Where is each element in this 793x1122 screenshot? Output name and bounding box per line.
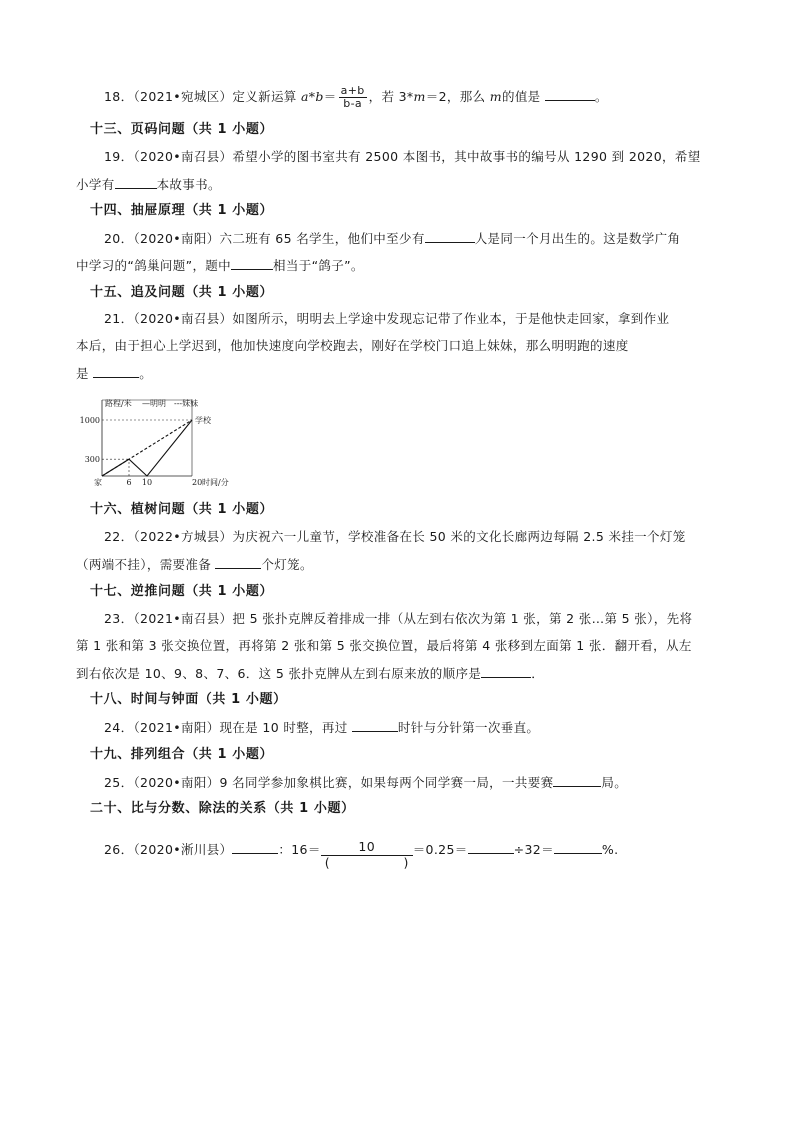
- y-tick-label: 1000: [79, 416, 100, 425]
- origin-label-home: 家: [94, 478, 102, 487]
- q24-text-b: 时针与分针第一次垂直。: [397, 720, 540, 735]
- question-21-line-1: 21．（2020•南召县）如图所示，明明去上学途中发现忘记带了作业本，于是他快走回家，拿到作业: [104, 311, 670, 326]
- q22-text-a: （两端不挂），需要准备: [76, 557, 212, 572]
- q26-text-p3: ÷32＝: [513, 842, 554, 857]
- q18-text-mid: ，若 3*: [368, 89, 414, 104]
- q26-text-lead: 26．（2020•淅川县）: [104, 842, 233, 857]
- q20-text-b: 人是同一个月出生的。这是数学广角: [474, 231, 681, 246]
- answer-blank[interactable]: [425, 229, 475, 243]
- answer-blank[interactable]: [215, 555, 261, 569]
- answer-blank[interactable]: [545, 87, 595, 101]
- y-axis-label: 路程/米: [105, 399, 132, 408]
- question-22-line-2: [76, 555, 313, 574]
- x-axis-label: 时间/分: [202, 478, 229, 487]
- q18-numerator: a+b: [340, 84, 365, 97]
- question-18: [104, 85, 608, 110]
- q18-text-mid2: ＝2，那么: [425, 89, 486, 104]
- x-tick-label: 20: [192, 478, 203, 487]
- q18-text: 18．（2021•宛城区）定义新运算: [104, 89, 297, 104]
- q18-end: 。: [594, 89, 608, 104]
- q26-text-p1: ：16＝: [278, 842, 321, 857]
- q18-denominator: b-a: [343, 97, 362, 110]
- answer-blank[interactable]: [554, 840, 602, 854]
- answer-blank[interactable]: [553, 773, 601, 787]
- question-26: [104, 835, 619, 870]
- q18-var-m2: m: [489, 89, 502, 104]
- q26-text-p4: %.: [601, 842, 619, 857]
- question-22-line-1: 22．（2022•方城县）为庆祝六一儿童节，学校准备在长 50 米的文化长廊两边每隔 2.5 米挂一个灯笼: [104, 529, 686, 544]
- q23-text-b: ．: [531, 666, 545, 681]
- answer-blank[interactable]: [468, 840, 514, 854]
- section-heading-17: 十七、逆推问题（共 1 小题）: [90, 584, 274, 599]
- answer-blank[interactable]: [481, 664, 531, 678]
- q19-text-b: 本故事书。: [156, 177, 221, 192]
- q26-denominator[interactable]: [321, 856, 413, 870]
- q23-text-a: 到右依次是 10、9、8、7、6．这 5 张扑克牌从左到右原来放的顺序是: [76, 666, 482, 681]
- q22-text-b: 个灯笼。: [261, 557, 313, 572]
- answer-blank[interactable]: [232, 840, 278, 854]
- q21-text-a: 是: [76, 366, 89, 381]
- q24-text-a: 24．（2021•南阳）现在是 10 时整，再过: [104, 720, 348, 735]
- section-heading-13: 十三、页码问题（共 1 小题）: [90, 122, 274, 137]
- x-tick-label: 10: [141, 478, 153, 487]
- q19-text-a: 小学有: [76, 177, 115, 192]
- question-25: [104, 773, 627, 792]
- q26-numerator: 10: [321, 839, 413, 856]
- section-heading-14: 十四、抽屉原理（共 1 小题）: [90, 203, 274, 218]
- q18-equals: ＝: [323, 89, 337, 104]
- question-19-line-1: 19．（2020•南召县）希望小学的图书室共有 2500 本图书，其中故事书的编号从 1290 到 2020，希望: [104, 149, 701, 164]
- q18-fraction: [339, 85, 367, 110]
- q26-fraction: [321, 839, 413, 870]
- question-21-line-3: [76, 364, 152, 383]
- answer-blank[interactable]: [352, 718, 398, 732]
- q21-text-b: 。: [139, 366, 153, 381]
- series-line-sister: [102, 420, 192, 476]
- q20-text-d: 相当于“鸽子”。: [273, 258, 364, 273]
- q18-var-m: m: [413, 89, 426, 104]
- question-23-line-2: 第 1 张和第 3 张交换位置，再将第 2 张和第 5 张交换位置，最后将第 4 张移到左面第 1 张．翻开看，从左: [76, 638, 692, 653]
- answer-blank[interactable]: [231, 256, 273, 270]
- question-21-line-2: 本后，由于担心上学迟到，他加快速度向学校跑去，刚好在学校门口追上妹妹，那么明明跑的速度: [76, 338, 629, 353]
- q20-text-c: 中学习的“鸽巢问题”，题中: [76, 258, 232, 273]
- q26-paren-left: (: [324, 855, 330, 870]
- question-23-line-3: [76, 664, 544, 683]
- section-heading-15: 十五、追及问题（共 1 小题）: [90, 285, 274, 300]
- x-tick-label: 6: [126, 478, 132, 487]
- question-19-line-2: [76, 175, 221, 194]
- end-label-school: 学校: [195, 416, 211, 425]
- q25-text-a: 25．（2020•南阳）9 名同学参加象棋比赛，如果每两个同学赛一局，一共要赛: [104, 775, 554, 790]
- question-20-line-2: [76, 256, 364, 275]
- y-tick-label: 300: [84, 455, 100, 465]
- legend-sister: ---妹妹: [174, 399, 199, 408]
- distance-time-chart: [72, 392, 229, 494]
- section-heading-18: 十八、时间与钟面（共 1 小题）: [90, 692, 287, 707]
- q25-text-b: 局。: [601, 775, 628, 790]
- answer-blank[interactable]: [93, 364, 139, 378]
- question-23-line-1: 23．（2021•南召县）把 5 张扑克牌反着排成一排（从左到右依次为第 1 张，第 2 张…第 5 张），先将: [104, 611, 693, 626]
- answer-blank[interactable]: [115, 175, 157, 189]
- question-20-line-1: [104, 229, 680, 248]
- q18-text-tail: 的值是: [501, 89, 541, 104]
- q26-text-p2: ＝0.25＝: [412, 842, 468, 857]
- q26-paren-right: ): [403, 855, 409, 870]
- q18-operator: a*b: [300, 89, 324, 104]
- section-heading-16: 十六、植树问题（共 1 小题）: [90, 502, 274, 517]
- section-heading-20: 二十、比与分数、除法的关系（共 1 小题）: [90, 801, 355, 816]
- section-heading-19: 十九、排列组合（共 1 小题）: [90, 747, 274, 762]
- question-24: [104, 718, 539, 737]
- legend-ming: —明明: [142, 399, 166, 408]
- q20-text-a: 20．（2020•南阳）六二班有 65 名学生，他们中至少有: [104, 231, 425, 246]
